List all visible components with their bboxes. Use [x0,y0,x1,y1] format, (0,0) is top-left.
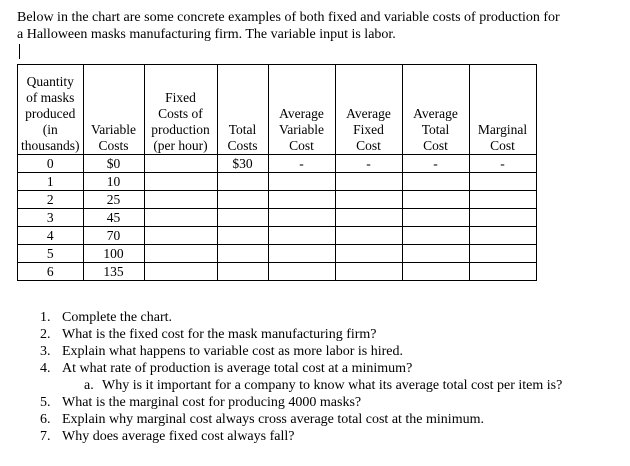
cell-average-total-cost [402,191,469,209]
cell-marginal-cost [469,173,536,191]
list-item [40,377,562,394]
question-text: Explain why marginal cost always cross average total cost at the minimum. [62,412,484,427]
cell-variable-costs: 100 [83,245,144,263]
question-number: 2. [40,327,51,342]
intro-line-2: a Halloween masks manufacturing firm. The variable input is labor. [17,27,396,42]
question-text: Why is it important for a company to know what its average total cost per item is? [102,378,563,393]
cell-average-fixed-cost: - [335,155,402,173]
cell-quantity: 4 [18,227,84,245]
cell-average-variable-cost [268,245,335,263]
question-text: Complete the chart. [62,310,173,325]
table-row [18,263,537,281]
cell-total-costs [217,209,268,227]
table-row [18,173,537,191]
question-text: Explain what happens to variable cost as more labor is hired. [62,344,403,359]
cell-average-variable-cost: - [268,155,335,173]
header-average-fixed-cost: Average Fixed Cost [335,65,402,155]
cell-marginal-cost [469,191,536,209]
table-row [18,155,537,173]
list-item [40,326,562,343]
cell-variable-costs: 10 [83,173,144,191]
cell-total-costs: $30 [217,155,268,173]
cell-marginal-cost [469,209,536,227]
intro-paragraph [17,9,617,43]
question-number: 7. [40,429,51,444]
cell-marginal-cost: - [469,155,536,173]
table-row [18,209,537,227]
cell-average-total-cost: - [402,155,469,173]
question-list [40,309,562,445]
cell-marginal-cost [469,263,536,281]
question-number: 5. [40,395,51,410]
question-number: a. [84,378,94,393]
header-total-costs: Total Costs [217,65,268,155]
cell-variable-costs: 70 [83,227,144,245]
cell-variable-costs: 25 [83,191,144,209]
question-text: At what rate of production is average total cost at a minimum? [62,361,413,376]
cell-fixed-costs [144,173,217,191]
cell-average-variable-cost [268,263,335,281]
cell-fixed-costs [144,263,217,281]
cell-total-costs [217,191,268,209]
cell-marginal-cost [469,227,536,245]
cell-average-variable-cost [268,173,335,191]
cell-average-fixed-cost [335,191,402,209]
cell-fixed-costs [144,227,217,245]
question-text: Why does average fixed cost always fall? [62,429,295,444]
cell-total-costs [217,245,268,263]
list-item [40,411,562,428]
question-number: 1. [40,310,51,325]
cell-average-variable-cost [268,191,335,209]
cell-fixed-costs [144,191,217,209]
cell-average-total-cost [402,263,469,281]
list-item [40,309,562,326]
cell-average-fixed-cost [335,209,402,227]
cell-fixed-costs [144,155,217,173]
header-average-total-cost: Average Total Cost [402,65,469,155]
header-variable-costs: Variable Costs [83,65,144,155]
header-average-variable-cost: Average Variable Cost [268,65,335,155]
cell-average-total-cost [402,173,469,191]
cell-total-costs [217,227,268,245]
text-cursor [19,44,20,59]
cell-average-fixed-cost [335,227,402,245]
cell-average-total-cost [402,245,469,263]
cell-average-variable-cost [268,209,335,227]
cell-total-costs [217,173,268,191]
cell-quantity: 1 [18,173,84,191]
cell-fixed-costs [144,245,217,263]
question-text: What is the marginal cost for producing 4000 masks? [62,395,362,410]
table-row [18,227,537,245]
list-item [40,360,562,377]
cost-table [17,64,537,281]
question-text: What is the fixed cost for the mask manufacturing firm? [62,327,377,342]
cell-variable-costs: 135 [83,263,144,281]
cell-fixed-costs [144,209,217,227]
list-item [40,394,562,411]
question-number: 6. [40,412,51,427]
cell-average-fixed-cost [335,263,402,281]
question-number: 4. [40,361,51,376]
cell-average-total-cost [402,209,469,227]
cell-quantity: 5 [18,245,84,263]
intro-line-1: Below in the chart are some concrete examples of both fixed and variable costs of production for [17,10,560,25]
list-item [40,343,562,360]
cell-average-total-cost [402,227,469,245]
table-row [18,191,537,209]
table-header-row [18,65,537,155]
cell-average-variable-cost [268,227,335,245]
cell-average-fixed-cost [335,245,402,263]
cell-variable-costs: $0 [83,155,144,173]
header-marginal-cost: Marginal Cost [469,65,536,155]
cell-variable-costs: 45 [83,209,144,227]
cell-quantity: 2 [18,191,84,209]
cell-quantity: 0 [18,155,84,173]
header-quantity: Quantity of masks produced (in thousands) [18,65,84,155]
cell-quantity: 3 [18,209,84,227]
cell-quantity: 6 [18,263,84,281]
cell-average-fixed-cost [335,173,402,191]
cell-marginal-cost [469,245,536,263]
header-fixed-costs: Fixed Costs of production (per hour) [144,65,217,155]
table-row [18,245,537,263]
question-number: 3. [40,344,51,359]
cell-total-costs [217,263,268,281]
list-item [40,428,562,445]
